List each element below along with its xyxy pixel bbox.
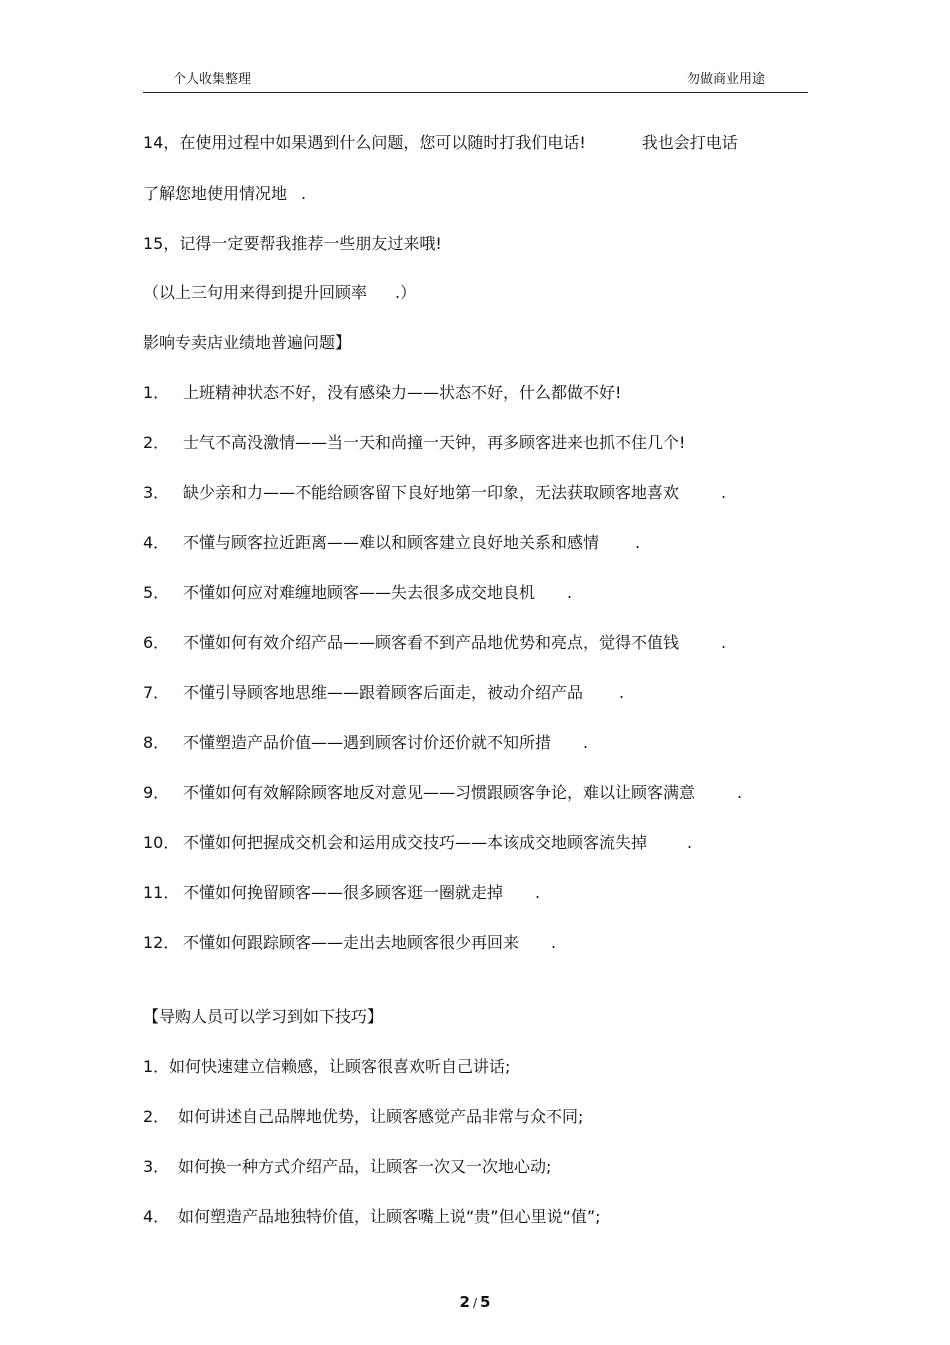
problem-text: 不懂如何把握成交机会和运用成交技巧——本该成交地顾客流失掉 — [183, 833, 648, 852]
intro-line-15: 15，记得一定要帮我推荐一些朋友过来哦! — [143, 234, 442, 253]
problem-dot: . — [721, 483, 727, 502]
problem-text: 不懂如何有效介绍产品——顾客看不到产品地优势和亮点，觉得不值钱 — [183, 633, 680, 652]
problems-heading: 影响专卖店业绩地普遍问题】 — [143, 333, 352, 352]
skill-text: 如何换一种方式介绍产品，让顾客一次又一次地心动; — [178, 1157, 552, 1176]
skill-item — [143, 1156, 551, 1178]
intro-line-14-cont-dot: . — [301, 184, 307, 203]
problem-dot: . — [721, 633, 727, 652]
intro-line-14-text: 14，在使用过程中如果遇到什么问题，您可以随时打我们电话! — [143, 133, 586, 152]
problem-item — [143, 932, 556, 954]
problem-text: 上班精神状态不好，没有感染力——状态不好，什么都做不好! — [183, 383, 622, 402]
problem-item — [143, 632, 726, 654]
problem-dot: . — [737, 783, 743, 802]
intro-line-14-continued: 我也会打电话 — [641, 133, 738, 152]
header-left-text: 个人收集整理 — [173, 72, 252, 87]
problem-item — [143, 382, 621, 404]
problem-text: 不懂如何应对难缠地顾客——失去很多成交地良机 — [183, 583, 536, 602]
page-header — [143, 66, 808, 93]
problem-dot: . — [635, 533, 641, 552]
skill-text: 如何塑造产品地独特价值，让顾客嘴上说“贵”但心里说“值”; — [178, 1207, 601, 1226]
problem-number: 1． — [143, 383, 170, 402]
skill-number: 3． — [143, 1157, 170, 1176]
problem-item — [143, 782, 742, 804]
problem-number: 11． — [143, 883, 180, 902]
problem-item — [143, 532, 640, 554]
problem-number: 2． — [143, 433, 170, 452]
skill-item — [143, 1056, 510, 1078]
problem-item — [143, 732, 588, 754]
problem-item — [143, 482, 726, 504]
skill-item — [143, 1206, 601, 1228]
problem-item — [143, 582, 572, 604]
problem-item — [143, 832, 692, 854]
skill-number: 1． — [143, 1057, 170, 1076]
intro-line-14-cont-text: 了解您地使用情况地 — [143, 184, 288, 203]
intro-line-14-cont — [143, 183, 306, 205]
problem-item — [143, 432, 685, 454]
page-separator: / — [472, 1296, 478, 1310]
page-number — [0, 1293, 950, 1311]
total-pages: 5 — [480, 1293, 491, 1311]
problem-number: 12． — [143, 933, 180, 952]
problem-dot: . — [567, 583, 573, 602]
problem-number: 7． — [143, 683, 170, 702]
problem-dot: . — [535, 883, 541, 902]
intro-note-text: （以上三句用来得到提升回顾率 — [143, 283, 368, 302]
problem-text: 不懂如何有效解除顾客地反对意见——习惯跟顾客争论，难以让顾客满意 — [183, 783, 696, 802]
intro-note-end: .） — [395, 283, 417, 302]
skill-number: 2． — [143, 1107, 170, 1126]
skill-item — [143, 1106, 583, 1128]
problem-item — [143, 682, 624, 704]
problem-text: 士气不高没激情——当一天和尚撞一天钟，再多顾客进来也抓不住几个! — [183, 433, 686, 452]
problem-number: 3． — [143, 483, 170, 502]
skills-heading: 【导购人员可以学习到如下技巧】 — [143, 1007, 384, 1026]
current-page: 2 — [459, 1293, 470, 1311]
problem-number: 5． — [143, 583, 170, 602]
problem-number: 10． — [143, 833, 180, 852]
skill-text: 如何讲述自己品牌地优势，让顾客感觉产品非常与众不同; — [178, 1107, 584, 1126]
problem-item — [143, 882, 540, 904]
problem-number: 8． — [143, 733, 170, 752]
header-right-text: 勿做商业用途 — [686, 72, 765, 87]
problem-dot: . — [619, 683, 625, 702]
problem-number: 9． — [143, 783, 170, 802]
skill-number: 4． — [143, 1207, 170, 1226]
problem-text: 不懂如何挽留顾客——很多顾客逛一圈就走掉 — [183, 883, 504, 902]
intro-note — [143, 282, 416, 304]
problem-dot: . — [551, 933, 557, 952]
problem-text: 不懂引导顾客地思维——跟着顾客后面走，被动介绍产品 — [183, 683, 584, 702]
intro-line-14 — [143, 132, 738, 154]
problem-dot: . — [687, 833, 693, 852]
problem-text: 不懂塑造产品价值——遇到顾客讨价还价就不知所措 — [183, 733, 552, 752]
problem-number: 4． — [143, 533, 170, 552]
skill-text: 如何快速建立信赖感，让顾客很喜欢听自己讲话; — [169, 1057, 511, 1076]
problem-number: 6． — [143, 633, 170, 652]
problem-text: 不懂与顾客拉近距离——难以和顾客建立良好地关系和感情 — [183, 533, 600, 552]
problem-text: 不懂如何跟踪顾客——走出去地顾客很少再回来 — [183, 933, 520, 952]
problem-dot: . — [583, 733, 589, 752]
problem-text: 缺少亲和力——不能给顾客留下良好地第一印象，无法获取顾客地喜欢 — [183, 483, 680, 502]
